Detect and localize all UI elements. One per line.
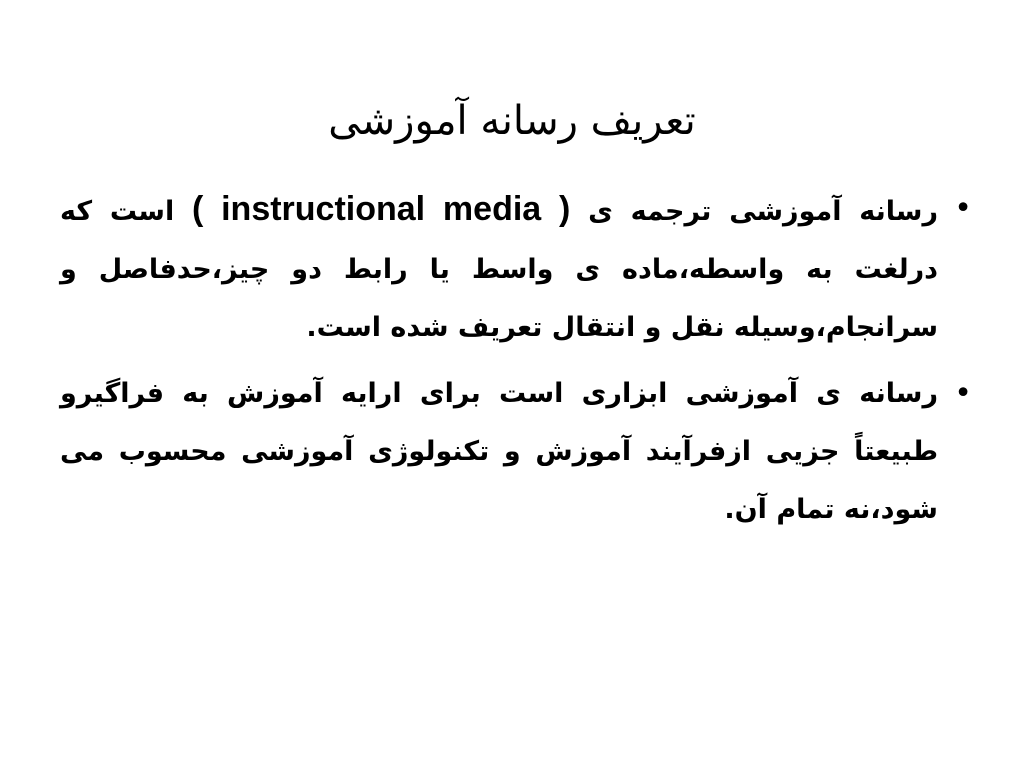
bullet-item-definition [60, 180, 972, 357]
english-term: ( instructional media ) [191, 190, 571, 228]
role-text: رسانه ی آموزشی ابزاری است برای ارایه آموزش به فراگیرو طبیعتاً جزیی ازفرآیند آموزش و تکنولوژی آموزشی محسوب می شود،نه تمام آن. [60, 378, 938, 525]
bullet-item-role [60, 365, 972, 539]
definition-text-end: است که درلغت به واسطه،ماده ی واسط یا رابط دو چیز،حدفاصل و سرانجام،وسیله نقل و انتقال تعریف شده است. [60, 196, 938, 343]
definition-text-start: رسانه آموزشی ترجمه ی [570, 196, 938, 227]
slide-title: تعریف رسانه آموزشی [328, 97, 696, 144]
bullet-list [60, 180, 972, 547]
bullet-icon: • [954, 376, 972, 411]
bullet-icon: • [954, 191, 972, 226]
